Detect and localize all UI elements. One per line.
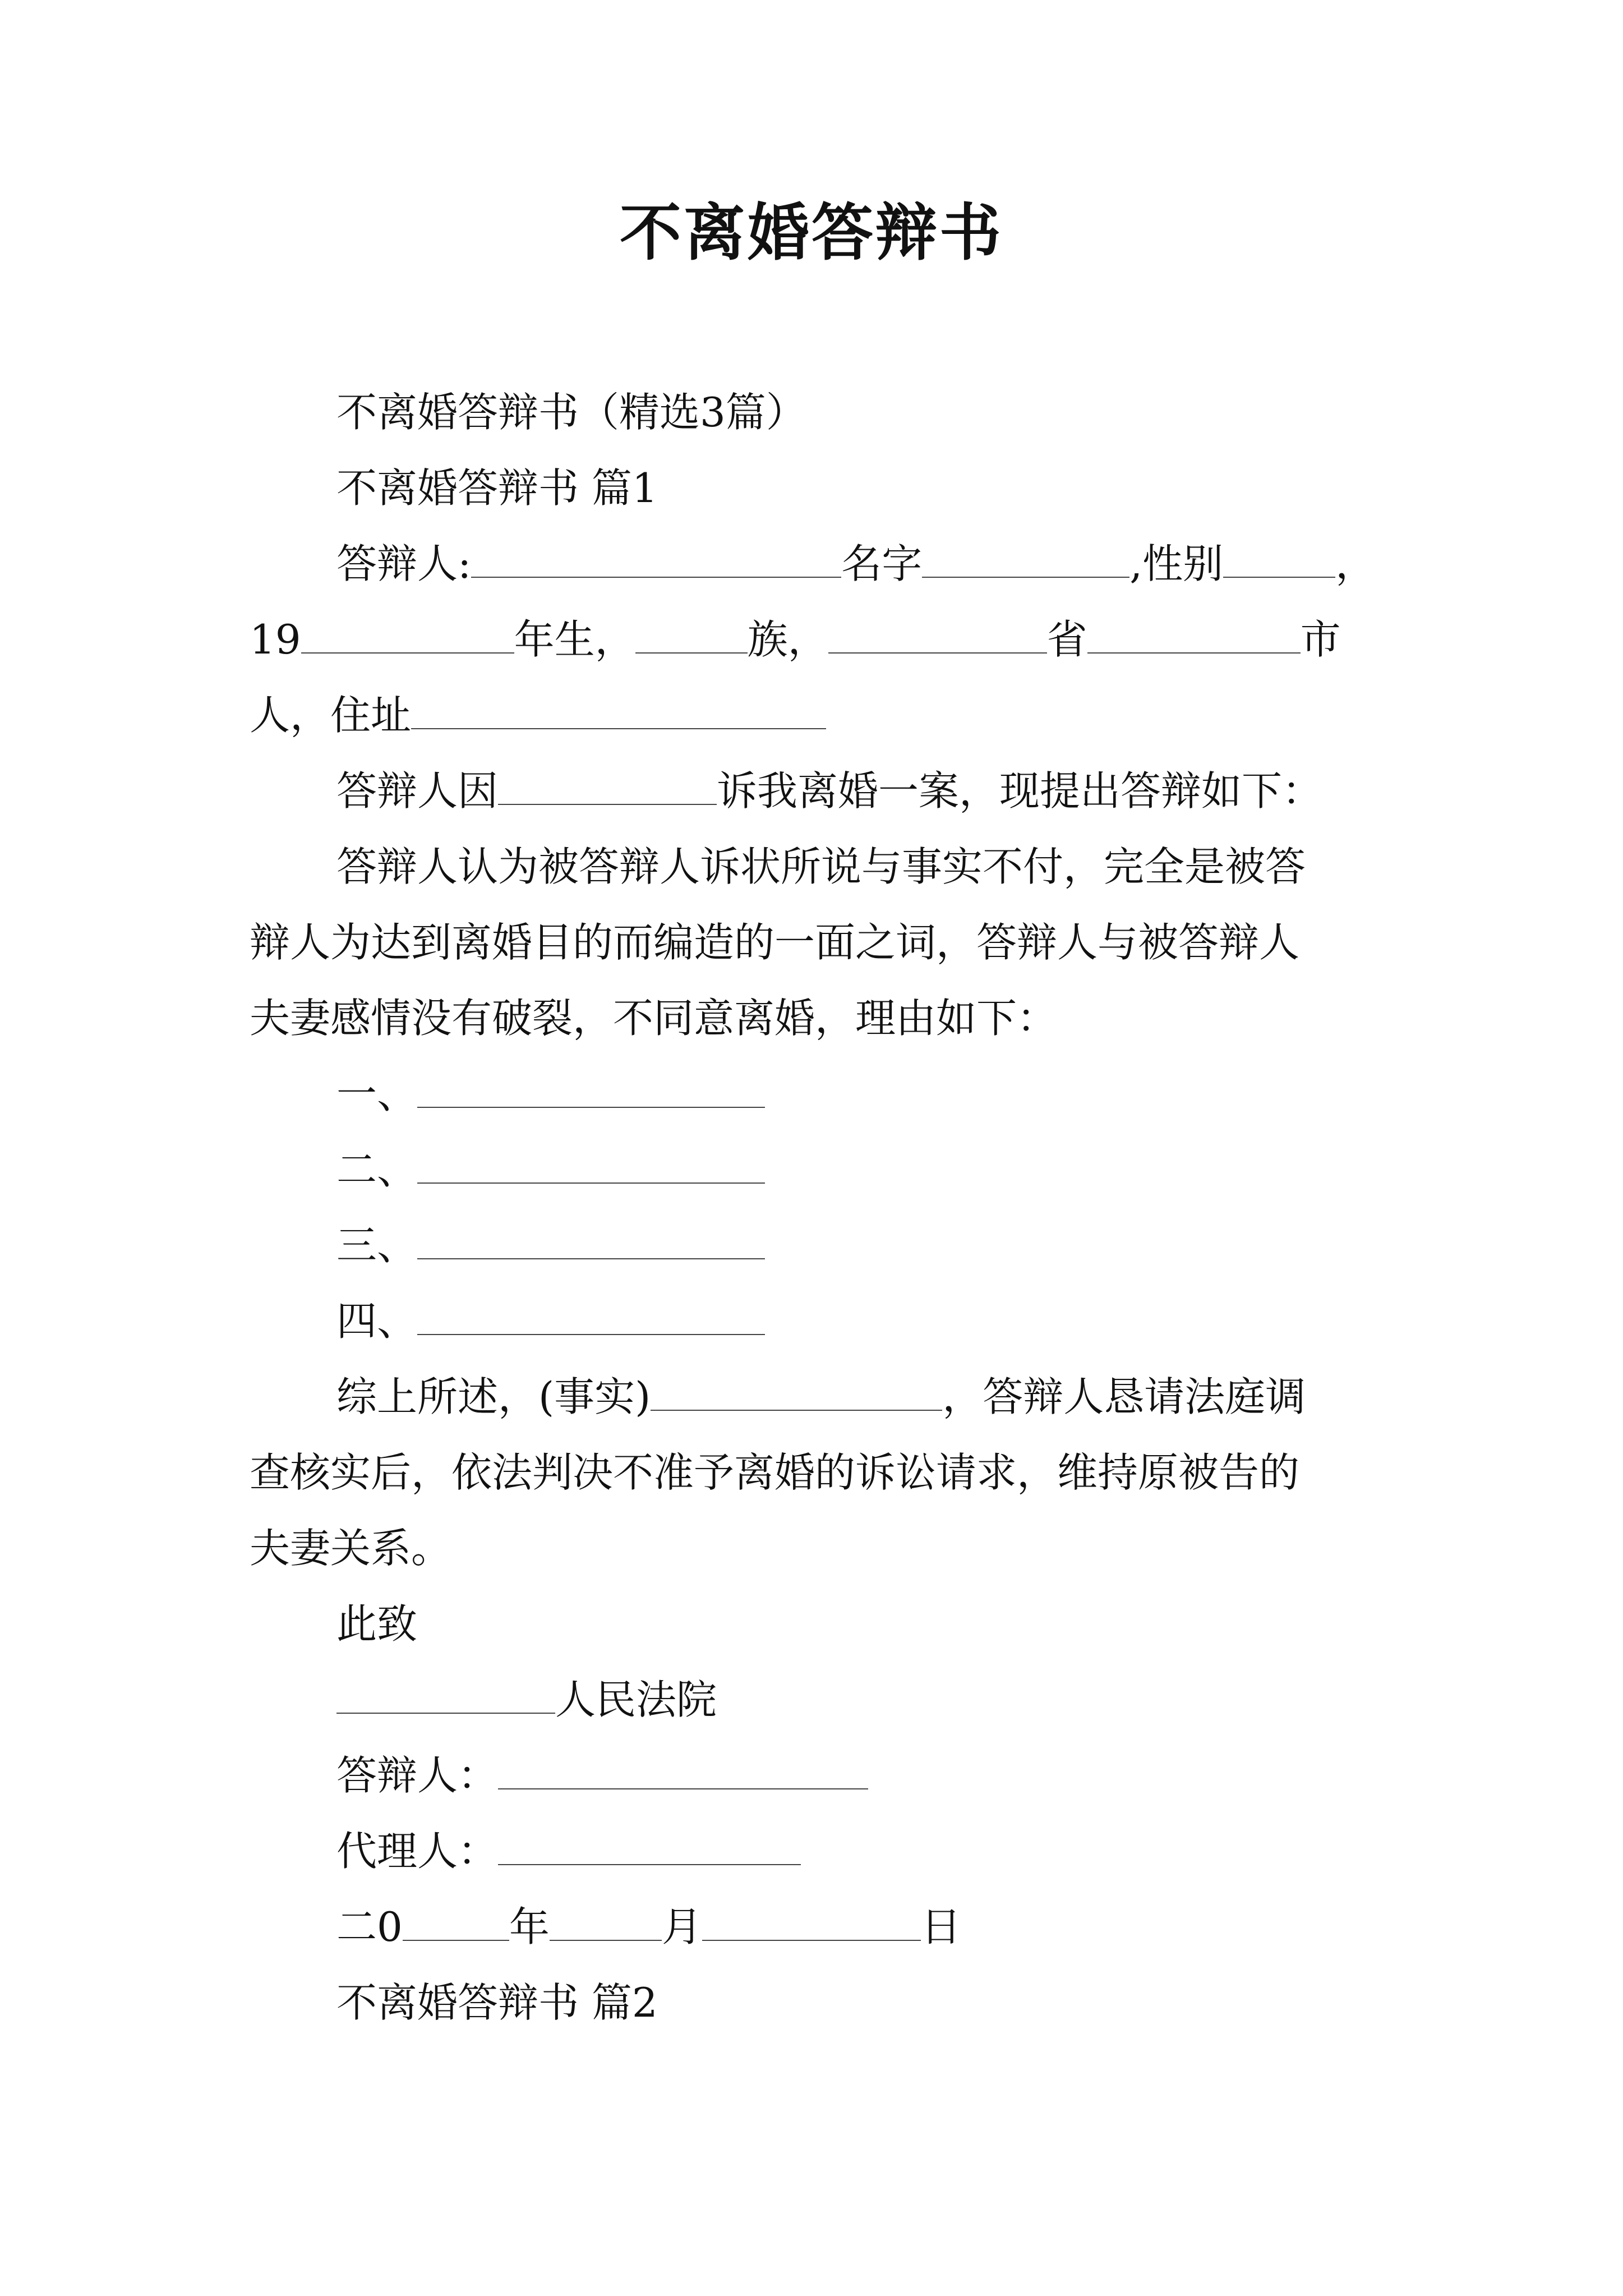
intro-prefix: 答辩人因 [336,767,499,815]
blank-court [336,1673,555,1714]
blank-reason [417,1068,765,1108]
reason-number: 三、 [336,1222,418,1269]
reason-item-2 [336,1142,765,1198]
blank-birth-year [301,613,514,654]
comma: ， [1335,540,1376,587]
conclusion-suffix: ，答辩人恳请法庭调 [942,1373,1306,1420]
address-prefix: 人，住址 [250,692,412,739]
reason-item-4 [336,1293,765,1349]
section2-heading: 不离婚答辩书 篇2 [336,1979,658,2026]
blank-name [922,537,1129,578]
conclusion-line-3: 夫妻关系。 [250,1525,452,1572]
blank-gender [1223,537,1335,578]
birth-prefix: 19 [250,616,301,663]
blank-reason [417,1143,765,1184]
salutation: 此致 [336,1600,418,1648]
respondent-signature-line [336,1747,868,1803]
name-label: 名字 [841,540,923,587]
agent-label: 代理人： [336,1828,499,1875]
respondent-info-line1 [336,536,1376,592]
blank-reason [417,1219,765,1259]
day-label: 日 [920,1903,961,1950]
conclusion-line-1 [336,1369,1306,1425]
respondent-signature-label: 答辩人： [336,1752,499,1799]
respondent-label: 答辩人: [336,540,472,587]
date-line [336,1899,961,1955]
blank-province [828,613,1047,654]
respondent-info-line3 [250,687,826,743]
reason-item-1 [336,1066,765,1122]
respondent-info-line2 [250,611,1341,668]
blank-address [411,689,826,729]
blank-day [702,1901,921,1941]
court-line [336,1672,717,1728]
blank-respondent [471,537,841,578]
blank-facts [651,1370,942,1411]
intro-line [336,763,1322,819]
blank-plaintiff [498,765,717,805]
conclusion-prefix: 综上所述，(事实) [336,1373,651,1420]
reason-number: 一、 [336,1070,418,1117]
blank-ethnicity [635,613,748,654]
blank-respondent-signature [498,1749,868,1789]
gender-label: ,性别 [1129,540,1224,587]
blank-month [550,1901,662,1941]
argument-line-2: 辩人为达到离婚目的而编造的一面之词，答辩人与被答辩人 [250,919,1300,966]
subtitle: 不离婚答辩书（精选3篇） [336,389,806,436]
ethnic-suffix: 族， [747,616,828,663]
reason-item-3 [336,1217,765,1273]
blank-agent [498,1825,801,1865]
city-suffix: 市 [1300,616,1341,663]
conclusion-line-2: 查核实后，依法判决不准予离婚的诉讼请求，维持原被告的 [250,1449,1300,1496]
month-label: 月 [661,1903,702,1950]
province-suffix: 省 [1046,616,1087,663]
blank-reason [417,1295,765,1335]
reason-number: 二、 [336,1146,418,1193]
year-label: 年 [509,1903,550,1950]
argument-line-1: 答辩人认为被答辩人诉状所说与事实不付，完全是被答 [336,843,1306,890]
birth-suffix: 年生， [514,616,635,663]
blank-year [403,1901,509,1941]
court-suffix: 人民法院 [555,1676,717,1723]
reason-number: 四、 [336,1297,418,1345]
blank-city [1087,613,1301,654]
intro-suffix: 诉我离婚一案，现提出答辩如下： [717,767,1323,815]
section1-heading: 不离婚答辩书 篇1 [336,464,658,512]
argument-line-3: 夫妻感情没有破裂，不同意离婚，理由如下： [250,995,1058,1042]
agent-signature-line [336,1823,801,1879]
date-prefix: 二0 [336,1903,403,1950]
document-title: 不离婚答辩书 [620,196,1003,269]
